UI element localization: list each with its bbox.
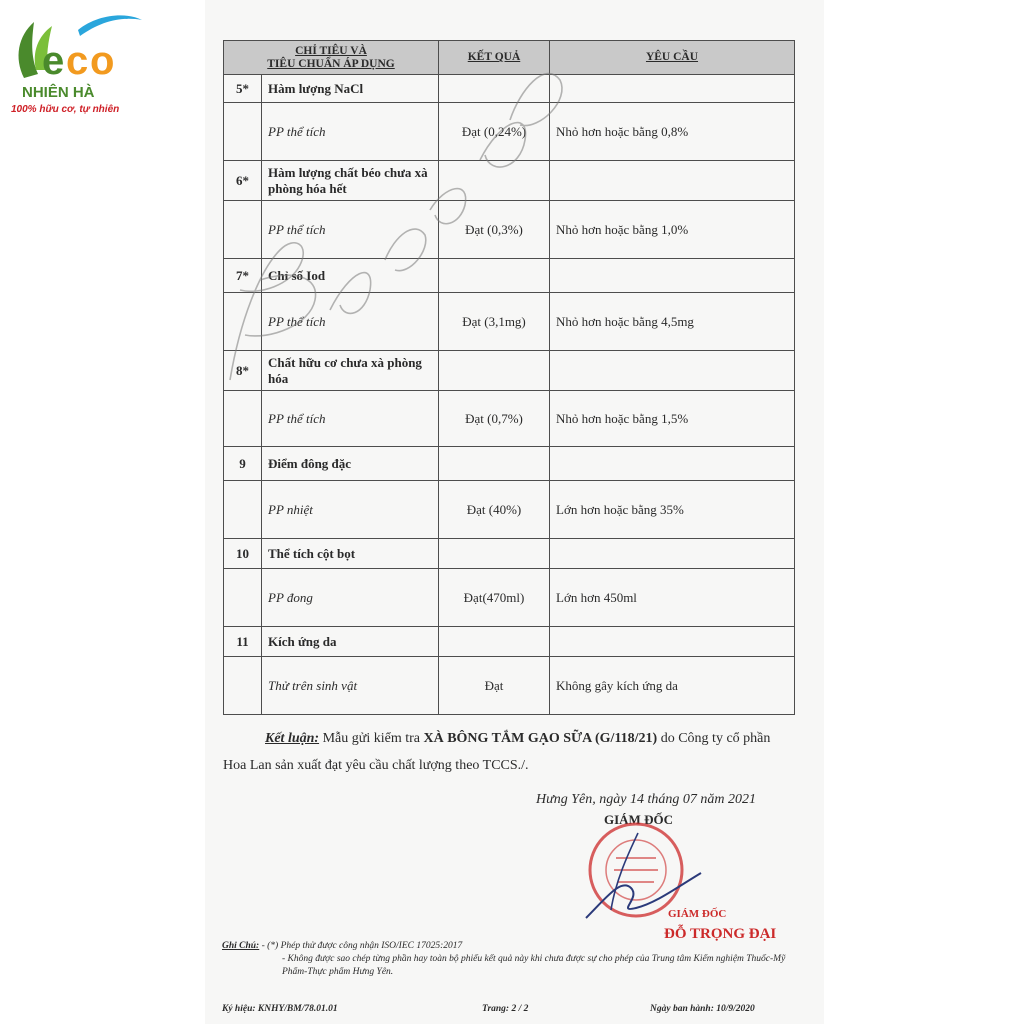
requirement-header: YÊU CẦU: [550, 41, 795, 75]
notes-label: Ghi Chú:: [222, 941, 260, 951]
item-number: 8*: [224, 351, 262, 391]
test-method: PP thể tích: [262, 201, 439, 259]
item-name: Hàm lượng chất béo chưa xà phòng hóa hết: [262, 161, 439, 201]
signer-title: GIÁM ĐỐC: [668, 908, 727, 920]
item-name: Điểm đông đặc: [262, 447, 439, 481]
table-header-row: [224, 41, 795, 75]
requirement: Lớn hơn hoặc bằng 35%: [550, 481, 795, 539]
table-row: [224, 481, 795, 539]
conclusion-label: Kết luận:: [265, 731, 320, 746]
test-result: Đạt (40%): [439, 481, 550, 539]
test-result: Đạt (0,7%): [439, 391, 550, 447]
table-row: [224, 293, 795, 351]
test-result: Đạt: [439, 657, 550, 715]
item-name: Chỉ số Iod: [262, 259, 439, 293]
item-number: 10: [224, 539, 262, 569]
table-row: [224, 657, 795, 715]
table-row: [224, 539, 795, 569]
table-row: [224, 627, 795, 657]
test-result: Đạt (3,1mg): [439, 293, 550, 351]
item-number: 11: [224, 627, 262, 657]
conclusion-paragraph: [223, 725, 795, 779]
product-name: XÀ BÔNG TẮM GẠO SỮA (G/118/21): [423, 731, 658, 746]
result-header: KẾT QUẢ: [439, 41, 550, 75]
item-name: Thể tích cột bọt: [262, 539, 439, 569]
item-number: 5*: [224, 75, 262, 103]
test-method: PP thể tích: [262, 293, 439, 351]
test-results-table: [223, 40, 795, 715]
conclusion-text-before: Mẫu gửi kiểm tra: [319, 731, 424, 746]
item-number: 9: [224, 447, 262, 481]
logo-slogan: 100% hữu cơ, tự nhiên: [11, 104, 120, 115]
table-row: [224, 391, 795, 447]
notes-line-2: - Không được sao chép từng phần hay toàn bộ phiếu kết quả này khi chưa được sự cho phép của Trung tâm Kiểm nghiệm Thuốc-Mỹ Phẩm-Thực phẩm Hưng Yên.: [282, 954, 786, 977]
item-number: 7*: [224, 259, 262, 293]
test-result: Đạt(470ml): [439, 569, 550, 627]
test-result: Đạt (0,24%): [439, 103, 550, 161]
issue-place-date: Hưng Yên, ngày 14 tháng 07 năm 2021: [536, 792, 756, 807]
table-row: [224, 201, 795, 259]
test-method: PP thể tích: [262, 103, 439, 161]
issue-date: Ngày ban hành: 10/9/2020: [650, 1004, 755, 1014]
item-name: Chất hữu cơ chưa xà phòng hóa: [262, 351, 439, 391]
conclusion-text-after: do Công ty cổ phần Hoa Lan sản xuất đạt yêu cầu chất lượng theo TCCS./.: [223, 731, 771, 773]
form-code: Ký hiệu: KNHY/BM/78.01.01: [222, 1004, 338, 1014]
requirement: Nhỏ hơn hoặc bằng 1,5%: [550, 391, 795, 447]
svg-text:c: c: [66, 39, 89, 83]
notes-line-1: - (*) Phép thử được công nhận ISO/IEC 17025:2017: [259, 941, 463, 951]
table-row: [224, 351, 795, 391]
item-name: Kích ứng da: [262, 627, 439, 657]
logo-brand-name: NHIÊN HÀ: [22, 84, 95, 101]
table-row: [224, 103, 795, 161]
notes-section: [222, 940, 812, 979]
item-name: Hàm lượng NaCl: [262, 75, 439, 103]
requirement: Nhỏ hơn hoặc bằng 0,8%: [550, 103, 795, 161]
requirement: Nhỏ hơn hoặc bằng 1,0%: [550, 201, 795, 259]
table-row: [224, 75, 795, 103]
test-method: Thử trên sinh vật: [262, 657, 439, 715]
test-method: PP thể tích: [262, 391, 439, 447]
svg-text:e: e: [42, 39, 65, 83]
requirement: Lớn hơn 450ml: [550, 569, 795, 627]
eco-leaf-logo-icon: [8, 8, 143, 86]
signer-name: ĐỖ TRỌNG ĐẠI: [664, 926, 777, 942]
criteria-header: CHỈ TIÊU VÀ TIÊU CHUẨN ÁP DỤNG: [224, 41, 439, 75]
table-row: [224, 161, 795, 201]
svg-text:o: o: [90, 39, 115, 83]
table-row: [224, 259, 795, 293]
table-row: [224, 569, 795, 627]
table-row: [224, 447, 795, 481]
test-method: PP đong: [262, 569, 439, 627]
requirement: Nhỏ hơn hoặc bằng 4,5mg: [550, 293, 795, 351]
director-heading: GIÁM ĐỐC: [604, 812, 673, 827]
eco-nhien-ha-logo: [8, 8, 143, 113]
test-result: Đạt (0,3%): [439, 201, 550, 259]
page-number: Trang: 2 / 2: [482, 1004, 529, 1014]
test-method: PP nhiệt: [262, 481, 439, 539]
requirement: Không gây kích ứng da: [550, 657, 795, 715]
item-number: 6*: [224, 161, 262, 201]
